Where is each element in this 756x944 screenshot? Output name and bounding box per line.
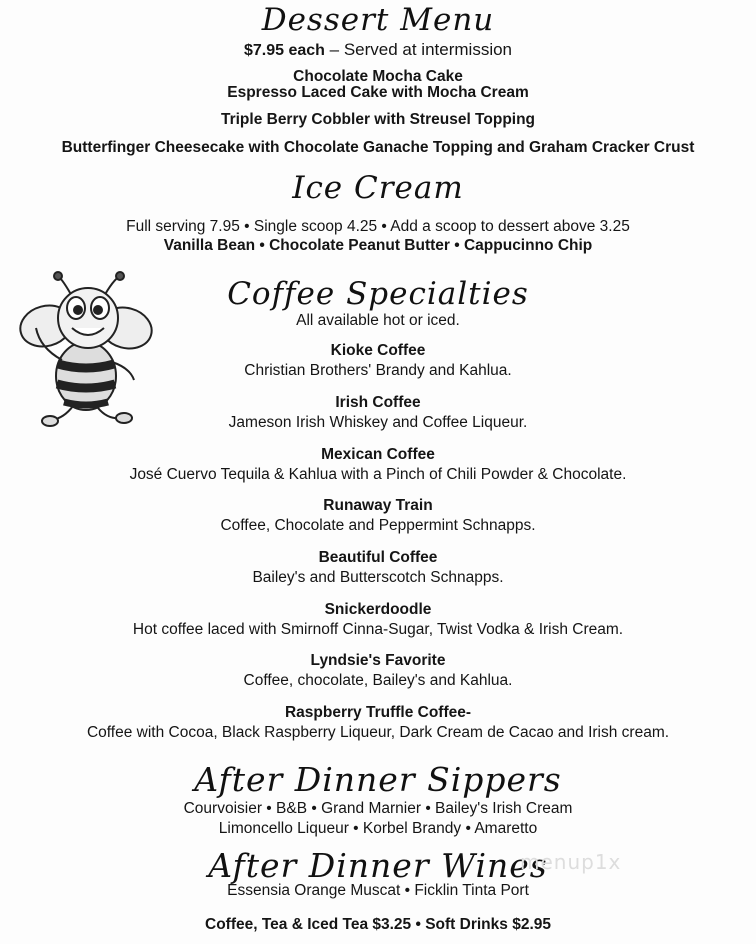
coffee-item-name: Irish Coffee bbox=[335, 394, 421, 411]
coffee-item-name: Kioke Coffee bbox=[330, 342, 426, 359]
coffee-item-desc: Coffee, Chocolate and Peppermint Schnapps. bbox=[220, 517, 536, 534]
coffee-title: Coffee Specialties bbox=[227, 276, 529, 312]
wines-title: After Dinner Wines bbox=[208, 846, 548, 885]
sippers-title: After Dinner Sippers bbox=[194, 760, 562, 799]
sippers-line: Limoncello Liqueur • Korbel Brandy • Amaretto bbox=[218, 820, 538, 837]
coffee-item-desc: Hot coffee laced with Smirnoff Cinna-Sugar, Twist Vodka & Irish Cream. bbox=[132, 621, 624, 638]
coffee-item-desc: Coffee, chocolate, Bailey's and Kahlua. bbox=[243, 672, 513, 689]
footer-drinks-line: Coffee, Tea & Iced Tea $3.25 • Soft Drinks $2.95 bbox=[205, 916, 551, 933]
dessert-item: Chocolate Mocha Cake bbox=[293, 68, 463, 85]
watermark: menup1x bbox=[520, 850, 622, 874]
ice-cream-pricing: Full serving 7.95 • Single scoop 4.25 • Add a scoop to dessert above 3.25 bbox=[126, 218, 630, 235]
dessert-price-rest: – Served at intermission bbox=[324, 40, 513, 59]
ice-cream-flavors: Vanilla Bean • Chocolate Peanut Butter • Cappucinno Chip bbox=[163, 237, 593, 254]
coffee-item-desc: Jameson Irish Whiskey and Coffee Liqueur. bbox=[228, 414, 528, 431]
dessert-price-bold: $7.95 each bbox=[243, 42, 325, 59]
ice-cream-title: Ice Cream bbox=[292, 170, 464, 206]
coffee-item-desc: Christian Brothers' Brandy and Kahlua. bbox=[244, 362, 512, 379]
coffee-item-name: Mexican Coffee bbox=[321, 446, 435, 463]
wines-line: Essensia Orange Muscat • Ficklin Tinta Port bbox=[227, 882, 529, 899]
coffee-item-name: Snickerdoodle bbox=[324, 601, 432, 618]
coffee-note: All available hot or iced. bbox=[296, 312, 460, 329]
coffee-item-desc: José Cuervo Tequila & Kahlua with a Pinch of Chili Powder & Chocolate. bbox=[129, 466, 627, 483]
coffee-item-name: Raspberry Truffle Coffee- bbox=[284, 704, 472, 721]
coffee-item-name: Beautiful Coffee bbox=[318, 549, 438, 566]
dessert-item: Espresso Laced Cake with Mocha Cream bbox=[227, 84, 529, 101]
coffee-item-name: Lyndsie's Favorite bbox=[310, 652, 446, 669]
dessert-item: Butterfinger Cheesecake with Chocolate Ganache Topping and Graham Cracker Crust bbox=[61, 139, 695, 156]
coffee-item-desc: Coffee with Cocoa, Black Raspberry Liqueur, Dark Cream de Cacao and Irish cream. bbox=[86, 724, 670, 741]
dessert-title: Dessert Menu bbox=[261, 2, 495, 38]
dessert-item: Triple Berry Cobbler with Streusel Topping bbox=[220, 111, 536, 128]
dessert-price bbox=[0, 40, 756, 60]
coffee-item-desc: Bailey's and Butterscotch Schnapps. bbox=[252, 569, 504, 586]
sippers-line: Courvoisier • B&B • Grand Marnier • Bailey's Irish Cream bbox=[183, 800, 573, 817]
coffee-item-name: Runaway Train bbox=[323, 497, 433, 514]
